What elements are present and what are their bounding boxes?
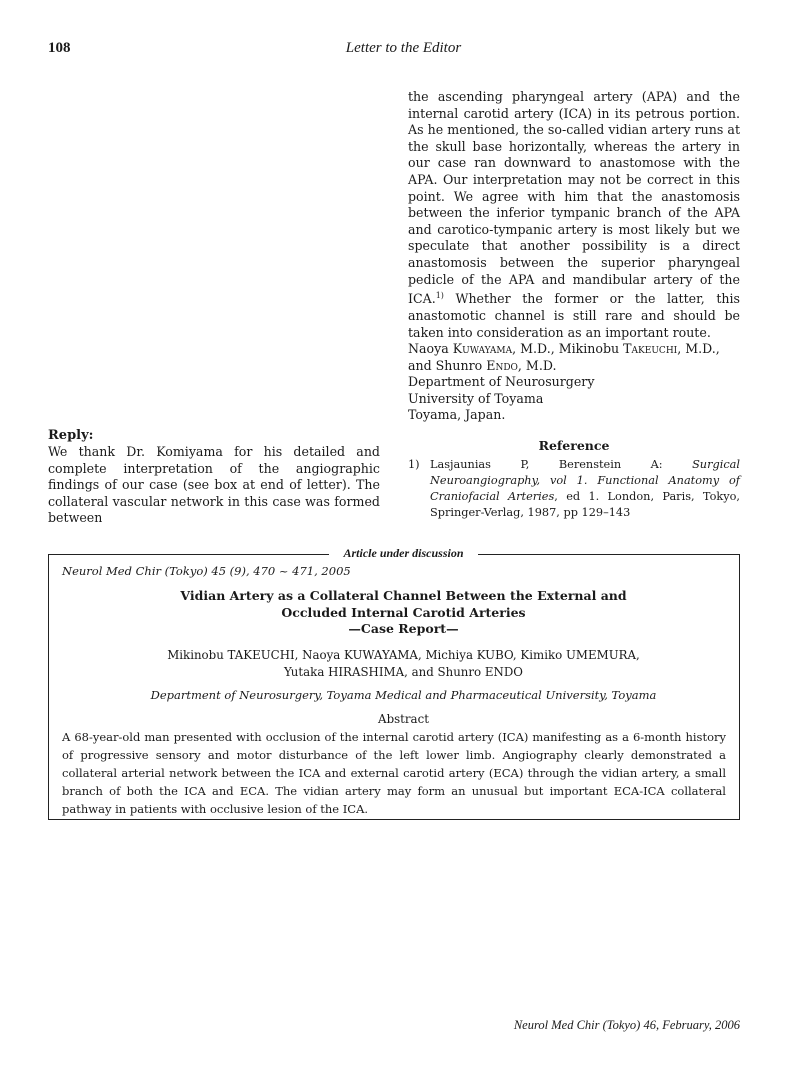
reply-continuation-paragraph <box>408 89 740 341</box>
article-title <box>0 588 807 638</box>
author-suffix: , M.D., <box>677 341 720 357</box>
paragraph-text-end: Whether the former or the latter, this anastomotic channel is still rare and should be taken into consideration as an important route. <box>408 291 740 340</box>
signature-authors-line1 <box>408 341 740 358</box>
author-first-name: Naoya <box>408 341 453 357</box>
running-title: Letter to the Editor <box>345 40 462 56</box>
page-number: 108 <box>48 40 71 56</box>
reference-text <box>430 457 740 521</box>
article-box-label <box>0 546 807 561</box>
author-suffix: , M.D. <box>517 357 557 373</box>
signature-authors-line2 <box>408 358 740 375</box>
author-last-name: Takeuchi <box>623 341 678 357</box>
article-citation: Neurol Med Chir (Tokyo) 45 (9), 470 ~ 471, 2005 <box>62 564 351 578</box>
reply-heading: Reply: <box>48 428 94 443</box>
article-authors-line: Yutaka HIRASHIMA, and Shunro ENDO <box>284 664 523 679</box>
author-prefix: and Shunro <box>408 357 487 373</box>
reference-item <box>408 457 740 521</box>
paragraph-text-start: the ascending pharyngeal artery (APA) and the internal carotid artery (ICA) in its petrous portion. As he mentioned, the so-called vidian artery runs at the skull base horizontally, whereas the artery in our case ran downward to anastomose with the APA. Our interpretation may not be correct in this point. We agree with him that the anastomosis between the inferior tympanic branch of the APA and carotico-tympanic artery is most likely but we speculate that another possibility is a direct anastomosis between the superior pharyngeal pedicle of the APA and mandibular artery of the ICA. <box>408 89 740 307</box>
reference-number: 1) <box>408 458 420 471</box>
article-title-line: Vidian Artery as a Collateral Channel Between the External and <box>180 588 627 603</box>
abstract-heading: Abstract <box>378 712 429 726</box>
article-title-line: Occluded Internal Carotid Arteries <box>281 604 526 620</box>
reference-heading: Reference <box>538 438 610 453</box>
reference-authors: Lasjaunias P, Berenstein A: <box>430 458 693 471</box>
article-box-label-text: Article under discussion <box>329 546 477 560</box>
article-authors-line: Mikinobu TAKEUCHI, Naoya KUWAYAMA, Michiya KUBO, Kimiko UMEMURA, <box>167 648 640 662</box>
article-authors <box>0 647 807 680</box>
author-last-name: Kuwayama <box>452 341 513 357</box>
article-subtitle: —Case Report— <box>348 621 459 636</box>
reference-details: , ed 1. London, Paris, Tokyo, Springer-Verlag, 1987, pp 129–143 <box>430 490 740 519</box>
author-last-name: Endo <box>486 357 518 373</box>
reference-title: Surgical Neuroangiography, vol 1. Functional Anatomy of Craniofacial Arteries <box>430 458 740 503</box>
signature-location: Toyama, Japan. <box>408 407 506 423</box>
journal-footer: Neurol Med Chir (Tokyo) 46, February, 2006 <box>513 1018 740 1032</box>
reply-paragraph: We thank Dr. Komiyama for his detailed and complete interpretation of the angiographic findings of our case (see box at end of letter). The collateral vascular network in this case was formed between <box>48 444 380 526</box>
reply-section <box>48 428 380 527</box>
reply-continuation-column <box>408 89 740 424</box>
citation-mark[interactable]: 1) <box>435 291 444 301</box>
article-affiliation: Department of Neurosurgery, Toyama Medical and Pharmaceutical University, Toyama <box>150 688 657 702</box>
reference-section <box>408 438 740 521</box>
signature-university: University of Toyama <box>408 390 544 406</box>
abstract-text: A 68-year-old man presented with occlusion of the internal carotid artery (ICA) manifesting as a 6-month history of progressive sensory and motor disturbance of the left lower limb. Angiography clearly demonstrated a collateral arterial network between the ICA and external carotid artery (ECA) through the vidian artery, a small branch of both the ICA and ECA. The vidian artery may form an unusual but important ECA-ICA collateral pathway in patients with occlusive lesion of the ICA. <box>62 730 726 816</box>
signature-department: Department of Neurosurgery <box>408 374 595 390</box>
author-suffix: , M.D., Mikinobu <box>512 341 624 357</box>
